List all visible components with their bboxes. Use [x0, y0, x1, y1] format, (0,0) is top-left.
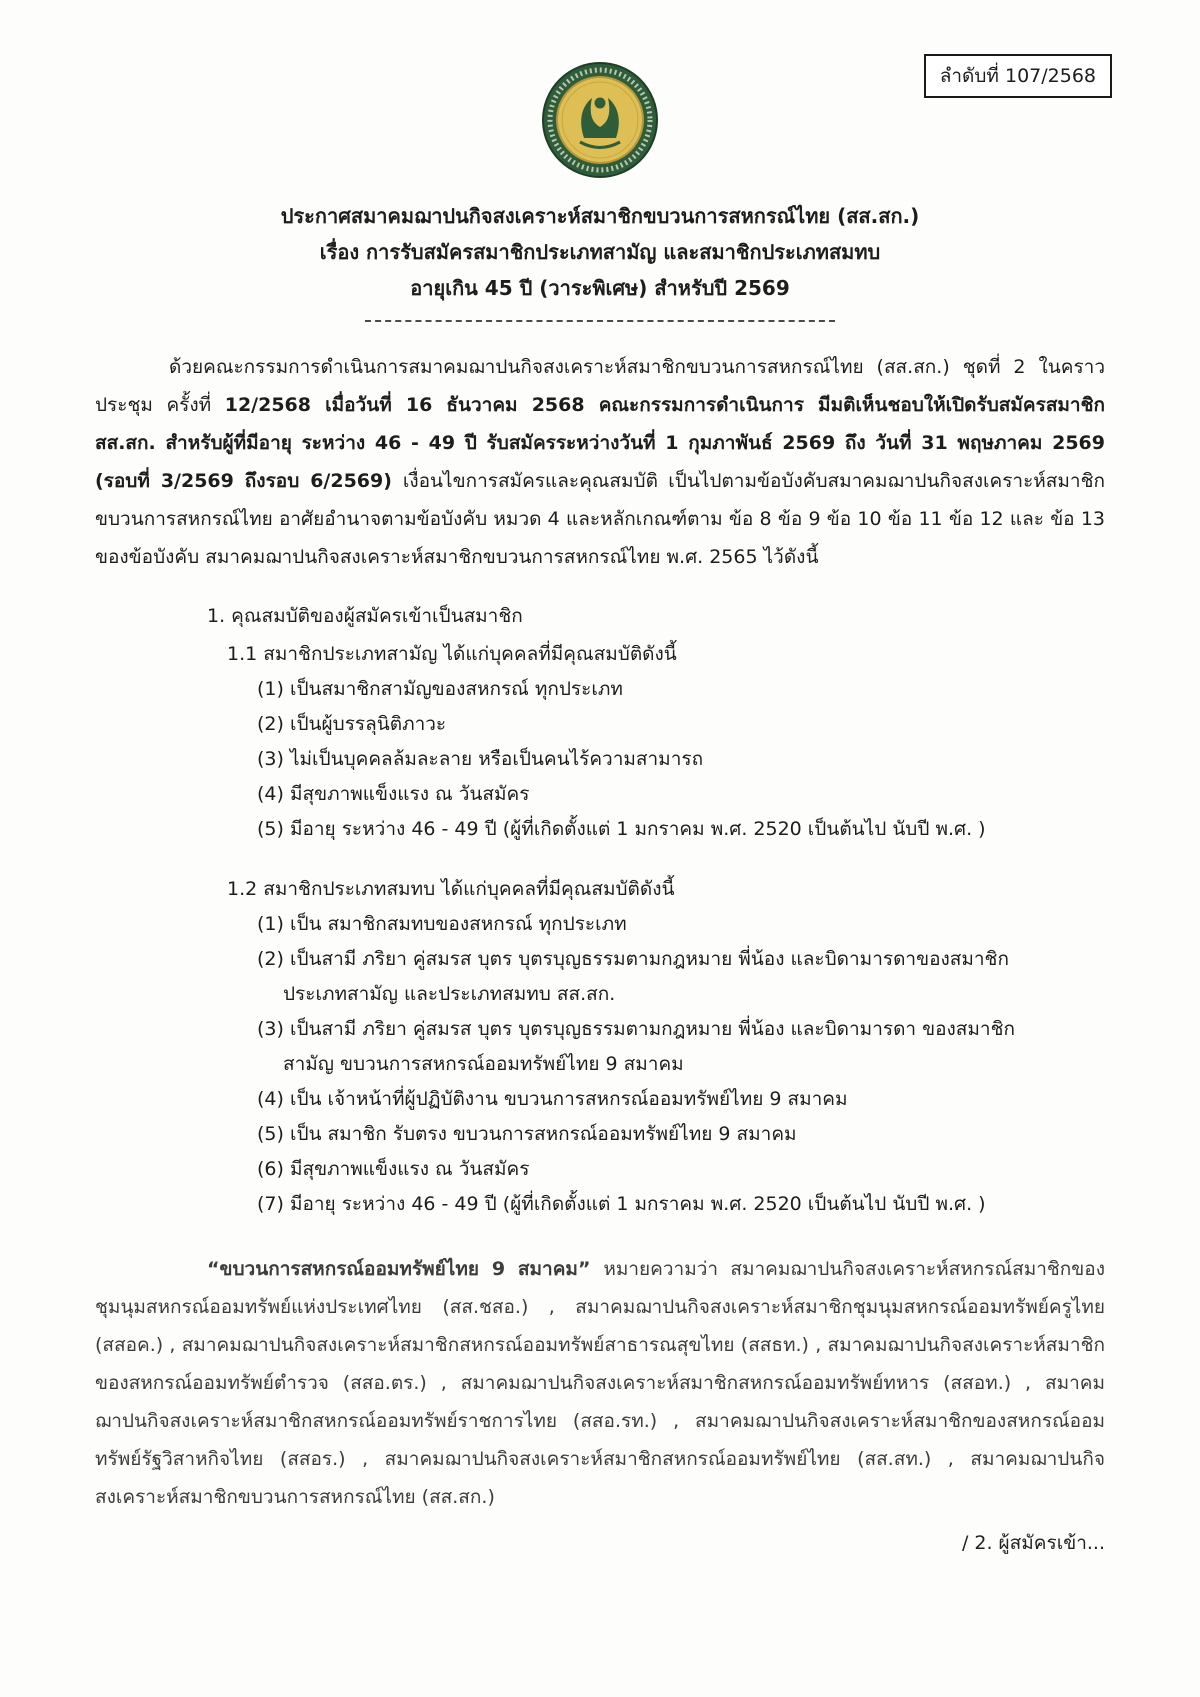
association-seal-icon — [540, 60, 660, 180]
qualification-item: (6) มีสุขภาพแข็งแรง ณ วันสมัคร — [257, 1158, 530, 1180]
definition-paragraph — [95, 1250, 1105, 1516]
qualification-item: (1) เป็น สมาชิกสมทบของสหกรณ์ ทุกประเภท — [257, 913, 627, 935]
intro-text-regular-1: ด้วยคณะกรรมการดำเนินการสมาคมฌาปนกิจสงเคราะห์สมาชิกขบวนการสหกรณ์ไทย (สส.สก.) ชุดที่ 2 ในคราวประชุม ครั้งที่ — [95, 356, 1105, 416]
document-body — [95, 348, 1105, 1558]
qualification-item: (7) มีอายุ ระหว่าง 46 - 49 ปี (ผู้ที่เกิดตั้งแต่ 1 มกราคม พ.ศ. 2520 เป็นต้นไป นับปี พ.ศ. ) — [257, 1193, 986, 1215]
ordinary-member-block — [95, 636, 1105, 847]
ordinary-qualification-list — [257, 672, 1055, 847]
qualification-item: (3) ไม่เป็นบุคคลล้มละลาย หรือเป็นคนไร้ความสามารถ — [257, 748, 704, 770]
intro-paragraph — [95, 348, 1105, 576]
document-number: ลำดับที่ 107/2568 — [939, 65, 1096, 87]
section-1-2-heading: 1.2 สมาชิกประเภทสมทบ ได้แก่บุคคลที่มีคุณสมบัติดังนี้ — [227, 878, 675, 900]
title-block — [0, 198, 1200, 306]
qualification-item: (2) เป็นผู้บรรลุนิติภาวะ — [257, 713, 447, 735]
document-number-box — [924, 54, 1112, 98]
announcement-subject: เรื่อง การรับสมัครสมาชิกประเภทสามัญ และสมาชิกประเภทสมทบ — [319, 240, 881, 264]
section-1-heading: 1. คุณสมบัติของผู้สมัครเข้าเป็นสมาชิก — [207, 605, 523, 627]
announcement-subtitle: อายุเกิน 45 ปี (วาระพิเศษ) สำหรับปี 2569 — [410, 276, 790, 300]
intro-text-bold: 12/2568 เมื่อวันที่ 16 ธันวาคม 2568 คณะกรรมการดำเนินการ มีมติเห็นชอบให้เปิดรับสมัครสมาชิก สส.สก. สำหรับผู้ที่มีอายุ ระหว่าง 46 - 49 ปี รับสมัครระหว่างวันที่ 1 กุมภาพันธ์ 2569 ถึง วันที่ 31 พฤษภาคม 2569 (รอบที่ 3/2569 ถึงรอบ 6/2569) — [95, 394, 1106, 492]
definition-lead: “ขบวนการสหกรณ์ออมทรัพย์ไทย 9 สมาคม” — [207, 1258, 604, 1280]
qualification-item: (4) มีสุขภาพแข็งแรง ณ วันสมัคร — [257, 783, 530, 805]
associate-member-block — [95, 871, 1105, 1222]
section-1-1-heading: 1.1 สมาชิกประเภทสามัญ ได้แก่บุคคลที่มีคุณสมบัติดังนี้ — [227, 643, 677, 665]
announcement-title: ประกาศสมาคมฌาปนกิจสงเคราะห์สมาชิกขบวนการสหกรณ์ไทย (สส.สก.) — [280, 204, 920, 228]
qualification-item: (2) เป็นสามี ภริยา คู่สมรส บุตร บุตรบุญธรรมตามกฎหมาย พี่น้อง และบิดามารดาของสมาชิก ประเภทสามัญ และประเภทสมทบ สส.สก. — [257, 948, 1009, 1005]
qualification-item: (4) เป็น เจ้าหน้าที่ผู้ปฏิบัติงาน ขบวนการสหกรณ์ออมทรัพย์ไทย 9 สมาคม — [257, 1088, 848, 1110]
dashed-separator — [365, 320, 835, 322]
intro-text-regular-2: เงื่อนไขการสมัครและคุณสมบัติ เป็นไปตามข้อบังคับสมาคมฌาปนกิจสงเคราะห์สมาชิกขบวนการสหกรณ์ไทย อาศัยอำนาจตามข้อบังคับ หมวด 4 และหลักเกณฑ์ตาม ข้อ 8 ข้อ 9 ข้อ 10 ข้อ 11 ข้อ 12 และ ข้อ 13 ของข้อบังคับ สมาคมฌาปนกิจสงเคราะห์สมาชิกขบวนการสหกรณ์ไทย พ.ศ. 2565 ไว้ดังนี้ — [95, 470, 1105, 568]
qualification-item: (5) มีอายุ ระหว่าง 46 - 49 ปี (ผู้ที่เกิดตั้งแต่ 1 มกราคม พ.ศ. 2520 เป็นต้นไป นับปี พ.ศ. ) — [257, 818, 986, 840]
associate-qualification-list — [257, 907, 1055, 1222]
qualification-item: (3) เป็นสามี ภริยา คู่สมรส บุตร บุตรบุญธรรมตามกฎหมาย พี่น้อง และบิดามารดา ของสมาชิกสามัญ ขบวนการสหกรณ์ออมทรัพย์ไทย 9 สมาคม — [257, 1018, 1015, 1075]
continuation-note: / 2. ผู้สมัครเข้า... — [961, 1532, 1105, 1554]
qualification-item: (5) เป็น สมาชิก รับตรง ขบวนการสหกรณ์ออมทรัพย์ไทย 9 สมาคม — [257, 1123, 797, 1145]
qualification-item: (1) เป็นสมาชิกสามัญของสหกรณ์ ทุกประเภท — [257, 678, 623, 700]
definition-body: หมายความว่า สมาคมฌาปนกิจสงเคราะห์สหกรณ์สมาชิกของชุมนุมสหกรณ์ออมทรัพย์แห่งประเทศไทย (สส.ชสอ.) , สมาคมฌาปนกิจสงเคราะห์สมาชิกชุมนุมสหกรณ์ออมทรัพย์ครูไทย (สสอค.) , สมาคมฌาปนกิจสงเคราะห์สมาชิกสหกรณ์ออมทรัพย์สาธารณสุขไทย (สสธท.) , สมาคมฌาปนกิจสงเคราะห์สมาชิกของสหกรณ์ออมทรัพย์ตำรวจ (สสอ.ตร.) , สมาคมฌาปนกิจสงเคราะห์สมาชิกสหกรณ์ออมทรัพย์ทหาร (สสอท.) , สมาคมฌาปนกิจสงเคราะห์สมาชิกสหกรณ์ออมทรัพย์ราชการไทย (สสอ.รท.) , สมาคมฌาปนกิจสงเคราะห์สมาชิกของสหกรณ์ออมทรัพย์รัฐวิสาหกิจไทย (สสอร.) , สมาคมฌาปนกิจสงเคราะห์สมาชิกสหกรณ์ออมทรัพย์ไทย (สส.สท.) , สมาคมฌาปนกิจสงเคราะห์สมาชิกขบวนการสหกรณ์ไทย (สส.สก.) — [95, 1258, 1105, 1508]
